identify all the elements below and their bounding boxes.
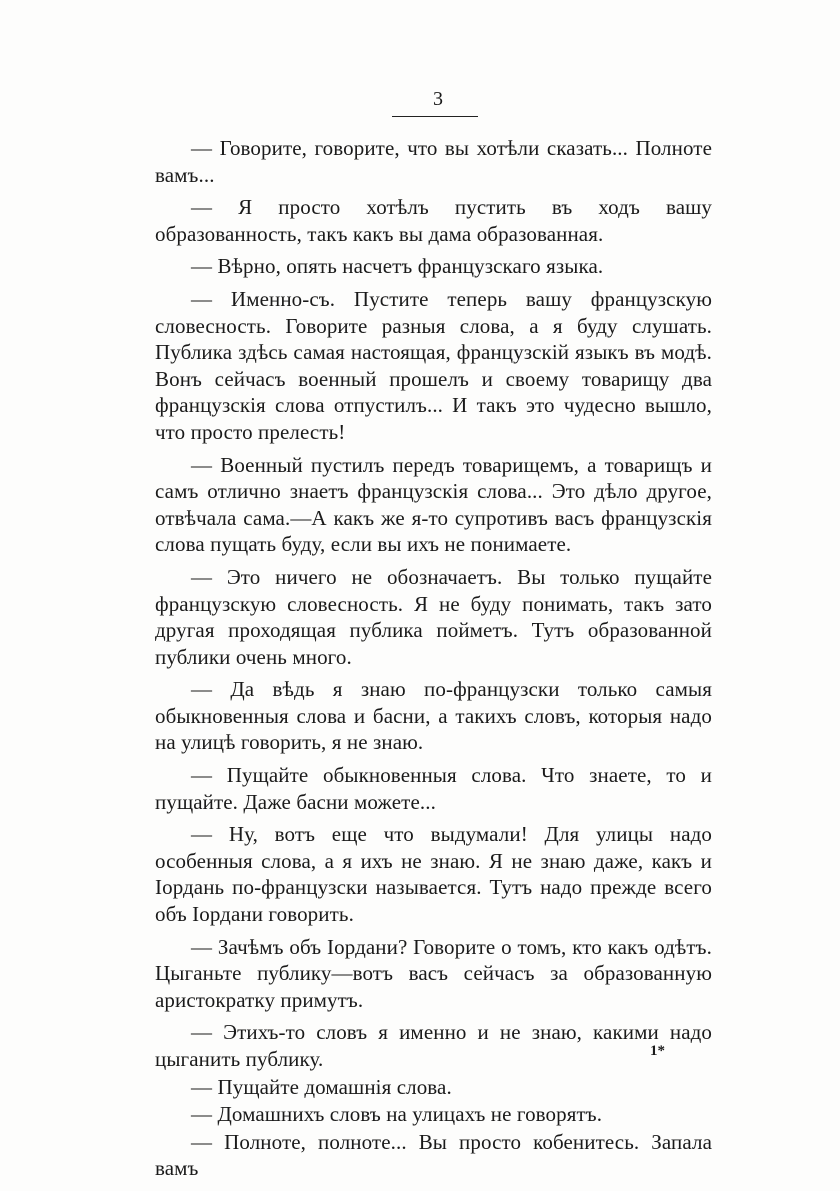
paragraph: — Этихъ-то словъ я именно и не знаю, какими надо цыганить публику. (155, 1020, 712, 1071)
paragraph: — Военный пустилъ передъ товарищемъ, а товарищъ и самъ отлично знаетъ французскія слова... Это дѣло другое, отвѣчала сама.—А какъ же я-то супротивъ васъ французскія слова пущать буду, если вы ихъ не понимаете. (155, 452, 712, 557)
paragraph: — Да вѣдь я знаю по-французски только самыя обыкновенныя слова и басни, а такихъ словъ, которыя надо на улицѣ говорить, я не знаю. (155, 677, 712, 755)
paragraph: — Домашнихъ словъ на улицахъ не говорятъ. (191, 1102, 603, 1127)
paragraph: — Вѣрно, опять насчетъ французскаго языка. (191, 254, 604, 279)
body-text (155, 135, 712, 1183)
paragraph: — Пущайте домашнія слова. (191, 1074, 452, 1099)
signature-mark: 1* (650, 1043, 665, 1059)
paragraph: — Это ничего не обозначаетъ. Вы только пущайте французскую словесность. Я не буду понимать, такъ зато другая проходящая публика пойметъ. Тутъ образованной публики очень много. (155, 564, 712, 669)
header-rule (392, 116, 478, 117)
paragraph: — Именно-съ. Пустите теперь вашу французскую словесность. Говорите разныя слова, а я буду слушать. Публика здѣсь самая настоящая, французскій языкъ въ модѣ. Вонъ сейчасъ военный прошелъ и своему товарищу два французскія слова отпустилъ... И такъ это чудесно вышло, что просто прелесть! (155, 286, 712, 444)
paragraph: — Я просто хотѣлъ пустить въ ходъ вашу образованность, такъ какъ вы дама образованная. (155, 195, 712, 246)
paragraph: — Говорите, говорите, что вы хотѣли сказать... Полноте вамъ... (155, 136, 712, 187)
page-number: 3 (433, 88, 443, 110)
paragraph: — Ну, вотъ еще что выдумали! Для улицы надо особенныя слова, а я ихъ не знаю. Я не знаю даже, какъ и Іордань по-французски называется. Тутъ надо прежде всего объ Іордани говорить. (155, 822, 712, 927)
paragraph: — Полноте, полноте... Вы просто кобенитесь. Запала вамъ (155, 1129, 712, 1181)
paragraph: — Пущайте обыкновенныя слова. Что знаете, то и пущайте. Даже басни можете... (155, 763, 712, 814)
paragraph: — Зачѣмъ объ Іордани? Говорите о томъ, кто какъ одѣтъ. Цыганьте публику—вотъ васъ сейчасъ за образованную аристократку примутъ. (155, 934, 712, 1012)
